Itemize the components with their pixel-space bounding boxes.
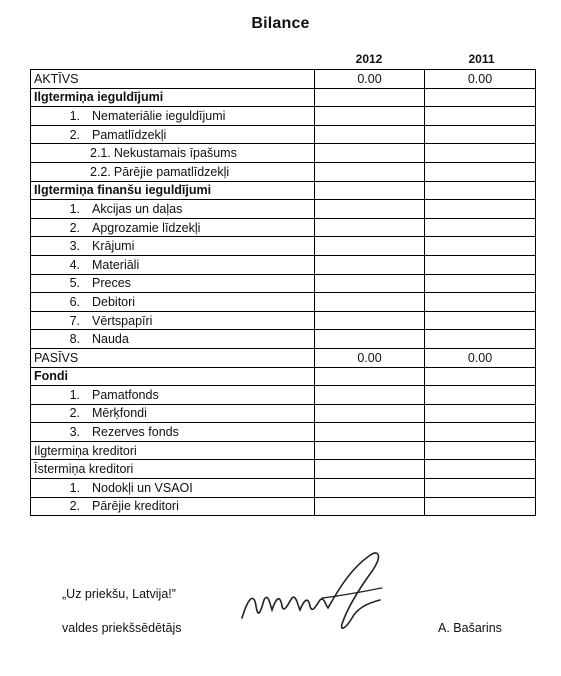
item-label: Nodokļi un VSAOI <box>92 480 193 495</box>
item-label: Pārējie kreditori <box>92 499 179 514</box>
value-2012-cell: 0.00 <box>315 348 425 367</box>
item-label: Ilgtermiņa kreditori <box>34 443 137 458</box>
value-2012-cell <box>315 218 425 237</box>
row-label-cell <box>31 88 315 107</box>
value-2012-cell <box>315 181 425 200</box>
table-row <box>31 162 536 181</box>
item-number: 3. <box>69 239 80 254</box>
item-label: Mērķfondi <box>92 406 147 421</box>
signer-name: A. Bašarins <box>438 621 502 635</box>
item-number: 8. <box>69 332 80 347</box>
value-2011-cell <box>425 125 536 144</box>
row-label-cell <box>31 441 315 460</box>
value-2011-cell <box>425 181 536 200</box>
value-2012-cell <box>315 125 425 144</box>
table-row <box>31 274 536 293</box>
value-2011-cell <box>425 460 536 479</box>
value-2011-cell: 0.00 <box>425 70 536 89</box>
value-2011-cell <box>425 441 536 460</box>
item-label: AKTĪVS <box>34 71 79 86</box>
item-number: 1. <box>69 108 80 123</box>
item-label: Nemateriālie ieguldījumi <box>92 108 226 123</box>
row-label-cell <box>31 497 315 516</box>
row-label-cell <box>31 200 315 219</box>
value-2012-cell <box>315 144 425 163</box>
item-label: Akcijas un daļas <box>92 201 183 216</box>
item-number: 2. <box>69 220 80 235</box>
row-label-cell <box>31 386 315 405</box>
table-row <box>31 460 536 479</box>
item-number: 2. <box>69 127 80 142</box>
value-2011-cell <box>425 404 536 423</box>
table-row <box>31 497 536 516</box>
table-row <box>31 237 536 256</box>
row-label-cell <box>31 479 315 498</box>
table-row <box>31 255 536 274</box>
row-label-cell <box>31 125 315 144</box>
value-2011-cell <box>425 200 536 219</box>
value-2011-cell <box>425 479 536 498</box>
table-row <box>31 125 536 144</box>
value-2012-cell <box>315 460 425 479</box>
item-number: 1. <box>69 201 80 216</box>
row-label-cell <box>31 255 315 274</box>
table-row <box>31 70 536 89</box>
item-label: Ilgtermiņa ieguldījumi <box>34 90 164 105</box>
table-row <box>31 144 536 163</box>
row-label-cell <box>31 70 315 89</box>
item-label: Īstermiņa kreditori <box>34 462 134 477</box>
table-row <box>31 218 536 237</box>
value-2011-cell <box>425 274 536 293</box>
row-label-cell <box>31 293 315 312</box>
value-2012-cell <box>315 423 425 442</box>
value-2011-cell <box>425 386 536 405</box>
item-label: PASĪVS <box>34 350 79 365</box>
item-number: 4. <box>69 257 80 272</box>
value-2012-cell <box>315 200 425 219</box>
value-2012-cell <box>315 367 425 386</box>
table-row <box>31 311 536 330</box>
item-label: Vērtspapīri <box>92 313 153 328</box>
row-label-cell <box>31 237 315 256</box>
value-2012-cell <box>315 293 425 312</box>
value-2011-cell <box>425 367 536 386</box>
row-label-cell <box>31 330 315 349</box>
column-header-2011: 2011 <box>468 52 495 66</box>
value-2012-cell <box>315 107 425 126</box>
row-label-cell <box>31 348 315 367</box>
table-row <box>31 200 536 219</box>
table-row <box>31 386 536 405</box>
item-number: 1. <box>69 387 80 402</box>
value-2011-cell <box>425 107 536 126</box>
item-label: Debitori <box>92 294 136 309</box>
handwritten-signature <box>230 548 400 643</box>
item-number: 2. <box>69 406 80 421</box>
item-label: Rezerves fonds <box>92 425 179 440</box>
signer-role: valdes priekšsēdētājs <box>62 621 182 635</box>
item-label: Nauda <box>92 332 129 347</box>
value-2012-cell <box>315 386 425 405</box>
item-label: Preces <box>92 276 131 291</box>
value-2011-cell <box>425 255 536 274</box>
value-2011-cell <box>425 144 536 163</box>
value-2011-cell: 0.00 <box>425 348 536 367</box>
value-2012-cell <box>315 88 425 107</box>
item-number: 5. <box>69 276 80 291</box>
item-label: Nekustamais īpašums <box>113 146 237 161</box>
item-number: 2.1. <box>90 146 111 161</box>
row-label-cell <box>31 162 315 181</box>
row-label-cell <box>31 218 315 237</box>
item-number: 2.2. <box>90 164 111 179</box>
row-label-cell <box>31 181 315 200</box>
item-number: 1. <box>69 480 80 495</box>
item-number: 6. <box>69 294 80 309</box>
table-row <box>31 423 536 442</box>
table-row <box>31 330 536 349</box>
value-2012-cell <box>315 237 425 256</box>
motto-text: „Uz priekšu, Latvija!” <box>62 587 176 601</box>
value-2012-cell <box>315 311 425 330</box>
row-label-cell <box>31 367 315 386</box>
table-row <box>31 181 536 200</box>
item-label: Fondi <box>34 369 69 384</box>
value-2011-cell <box>425 293 536 312</box>
value-2012-cell <box>315 162 425 181</box>
value-2011-cell <box>425 162 536 181</box>
value-2011-cell <box>425 423 536 442</box>
value-2012-cell <box>315 330 425 349</box>
item-number: 2. <box>69 499 80 514</box>
table-row <box>31 441 536 460</box>
value-2011-cell <box>425 497 536 516</box>
row-label-cell <box>31 404 315 423</box>
value-2012-cell: 0.00 <box>315 70 425 89</box>
table-row <box>31 107 536 126</box>
row-label-cell <box>31 311 315 330</box>
row-label-cell <box>31 460 315 479</box>
column-header-2012: 2012 <box>355 52 383 66</box>
document-title: Bilance <box>251 15 310 32</box>
row-label-cell <box>31 423 315 442</box>
item-number: 3. <box>69 425 80 440</box>
value-2012-cell <box>315 441 425 460</box>
item-number: 7. <box>69 313 80 328</box>
value-2011-cell <box>425 330 536 349</box>
value-2011-cell <box>425 237 536 256</box>
row-label-cell <box>31 274 315 293</box>
value-2012-cell <box>315 274 425 293</box>
table-row <box>31 348 536 367</box>
value-2011-cell <box>425 88 536 107</box>
item-label: Ilgtermiņa finanšu ieguldījumi <box>34 183 212 198</box>
table-row <box>31 479 536 498</box>
balance-table <box>30 69 536 516</box>
item-label: Apgrozamie līdzekļi <box>92 220 201 235</box>
value-2011-cell <box>425 311 536 330</box>
item-label: Pamatlīdzekļi <box>92 127 167 142</box>
table-row <box>31 293 536 312</box>
item-label: Pārējie pamatlīdzekļi <box>113 164 230 179</box>
value-2012-cell <box>315 497 425 516</box>
row-label-cell <box>31 107 315 126</box>
table-row <box>31 404 536 423</box>
value-2012-cell <box>315 404 425 423</box>
item-label: Materiāli <box>92 257 140 272</box>
value-2012-cell <box>315 255 425 274</box>
item-label: Krājumi <box>92 239 135 254</box>
value-2012-cell <box>315 479 425 498</box>
value-2011-cell <box>425 218 536 237</box>
item-label: Pamatfonds <box>92 387 159 402</box>
table-row <box>31 88 536 107</box>
row-label-cell <box>31 144 315 163</box>
table-row <box>31 367 536 386</box>
